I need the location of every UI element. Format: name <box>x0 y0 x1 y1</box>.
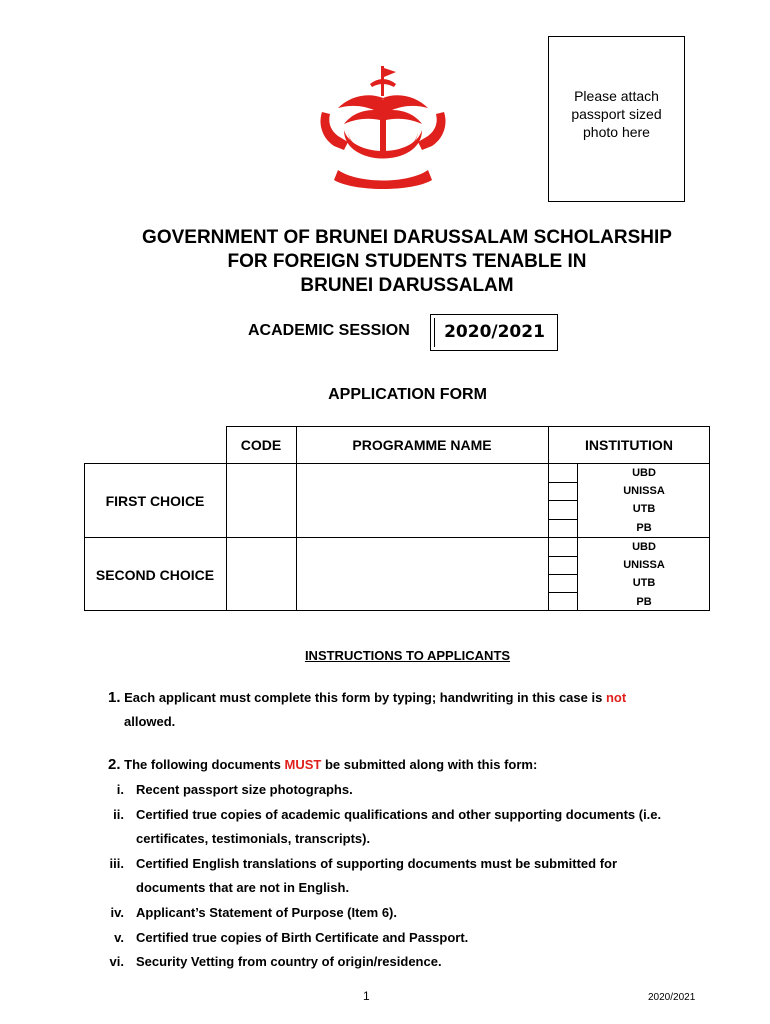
list-numeral: vi. <box>109 954 124 969</box>
first-choice-institution-utb: UTB <box>632 503 656 515</box>
instruction-2-text-a: The following documents <box>124 757 281 772</box>
second-choice-utb-checkbox[interactable] <box>549 575 577 593</box>
second-choice-institution-pb: PB <box>636 596 652 608</box>
instruction-1-text: Each applicant must complete this form by typing; handwriting in this case is <box>124 690 603 705</box>
list-numeral: v. <box>114 930 124 945</box>
instruction-2-number: 2. <box>108 756 121 773</box>
first-choice-institution-unissa: UNISSA <box>623 485 665 497</box>
instruction-1-continuation: allowed. <box>124 714 176 729</box>
brunei-crest-icon <box>308 60 458 192</box>
list-text-continuation: documents that are not in English. <box>136 880 350 895</box>
first-choice-utb-checkbox[interactable] <box>549 501 577 519</box>
second-choice-label: SECOND CHOICE <box>95 567 215 583</box>
footer-year: 2020/2021 <box>648 992 696 1003</box>
page-number: 1 <box>363 989 370 1003</box>
second-choice-unissa-checkbox[interactable] <box>549 557 577 575</box>
list-item <box>0 901 770 925</box>
list-item <box>0 950 770 974</box>
list-text: Certified true copies of academic qualifications and other supporting documents (i.e. <box>136 807 662 822</box>
first-choice-institution-pb: PB <box>636 522 652 534</box>
second-choice-institution-ubd: UBD <box>632 541 656 553</box>
instruction-item-2 <box>108 753 748 777</box>
list-text: Applicant’s Statement of Purpose (Item 6). <box>136 905 398 920</box>
first-choice-programme-field[interactable] <box>297 464 548 537</box>
second-choice-code-field[interactable] <box>227 538 296 610</box>
academic-session-label: ACADEMIC SESSION <box>248 322 410 339</box>
header-programme-name: PROGRAMME NAME <box>352 437 492 453</box>
title-line-1: GOVERNMENT OF BRUNEI DARUSSALAM SCHOLARSHIP <box>142 227 672 248</box>
second-choice-pb-checkbox[interactable] <box>549 593 577 611</box>
instruction-item-1 <box>108 686 748 710</box>
instruction-2-text-b: be submitted along with this form: <box>324 757 538 772</box>
list-item <box>0 778 770 802</box>
passport-photo-box[interactable] <box>548 36 685 202</box>
first-choice-ubd-checkbox[interactable] <box>549 464 577 482</box>
header-code: CODE <box>240 437 282 453</box>
instruction-1-number: 1. <box>108 689 121 706</box>
instruction-2-highlight: MUST <box>284 757 322 772</box>
list-text: Recent passport size photographs. <box>136 782 353 797</box>
instruction-1-highlight: not <box>605 690 627 705</box>
header-institution: INSTITUTION <box>585 437 673 453</box>
second-choice-institution-utb: UTB <box>632 577 656 589</box>
academic-session-value: 2020/2021 <box>434 318 554 347</box>
list-item <box>0 926 770 950</box>
academic-session-box <box>430 314 558 351</box>
title-line-2: FOR FOREIGN STUDENTS TENABLE IN <box>227 251 587 272</box>
second-choice-programme-field[interactable] <box>297 538 548 610</box>
list-numeral: i. <box>116 782 124 797</box>
first-choice-unissa-checkbox[interactable] <box>549 483 577 501</box>
document-title <box>60 226 754 298</box>
first-choice-label: FIRST CHOICE <box>105 493 205 509</box>
list-numeral: iv. <box>110 905 124 920</box>
second-choice-institution-unissa: UNISSA <box>623 559 665 571</box>
list-item <box>0 852 770 900</box>
first-choice-code-field[interactable] <box>227 464 296 537</box>
list-numeral: iii. <box>109 856 124 871</box>
list-item <box>0 803 770 851</box>
application-form-title: APPLICATION FORM <box>328 386 487 403</box>
second-choice-ubd-checkbox[interactable] <box>549 538 577 556</box>
title-line-3: BRUNEI DARUSSALAM <box>300 275 514 296</box>
list-text: Security Vetting from country of origin/residence. <box>136 954 442 969</box>
list-text: Certified true copies of Birth Certificate and Passport. <box>136 930 469 945</box>
instructions-heading: INSTRUCTIONS TO APPLICANTS <box>304 648 511 663</box>
first-choice-pb-checkbox[interactable] <box>549 520 577 538</box>
list-text: Certified English translations of supporting documents must be submitted for <box>136 856 618 871</box>
list-text-continuation: certificates, testimonials, transcripts). <box>136 831 371 846</box>
first-choice-institution-ubd: UBD <box>632 467 656 479</box>
list-numeral: ii. <box>113 807 124 822</box>
photo-box-text: Please attach passport sized photo here <box>571 88 662 140</box>
